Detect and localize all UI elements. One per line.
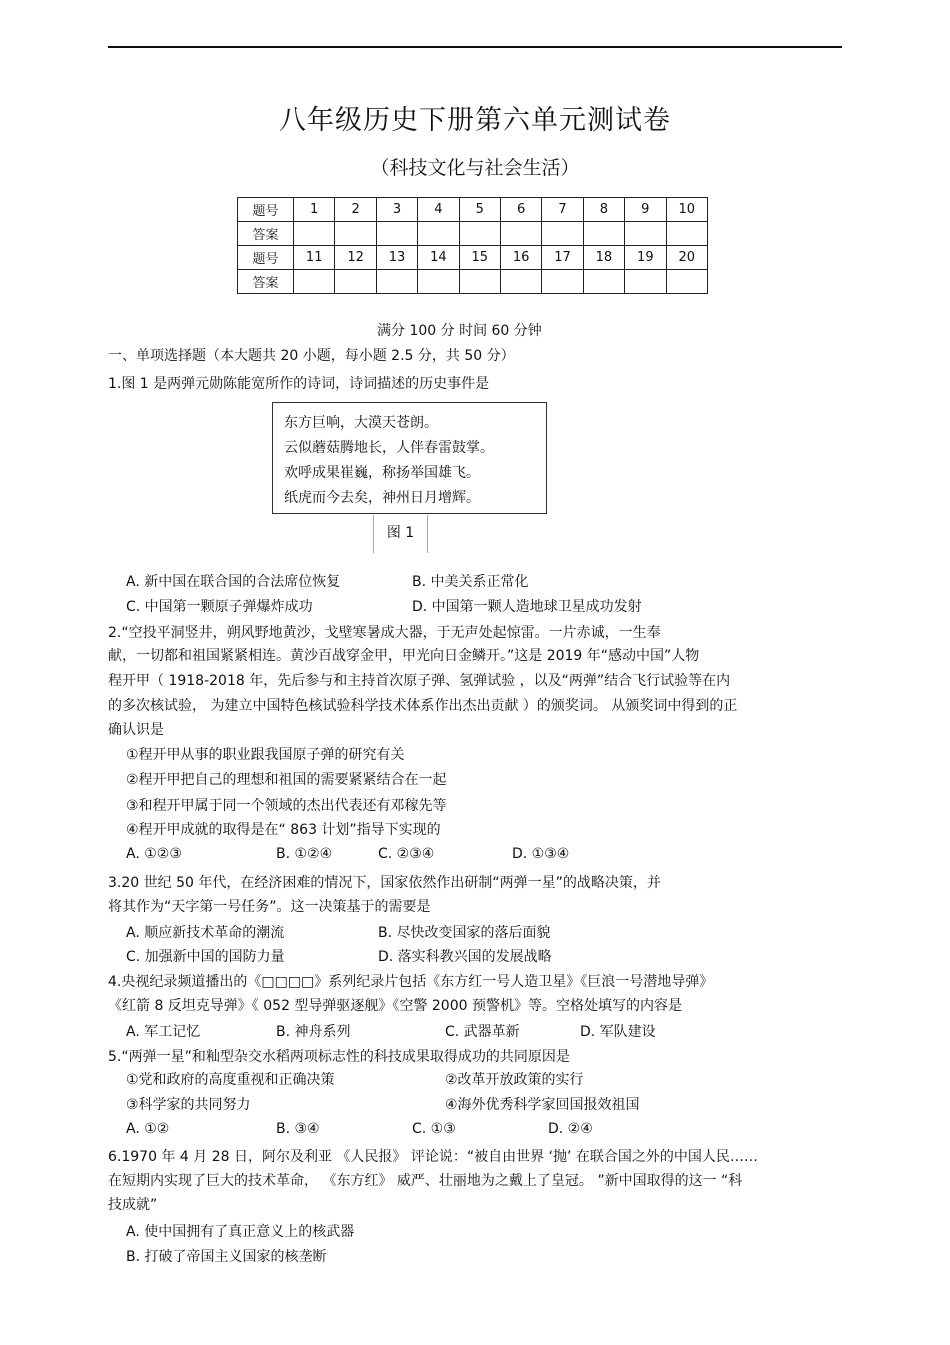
option-a[interactable]: A. 使中国拥有了真正意义上的核武器 (126, 1224, 355, 1240)
statement-item: ③和程开甲属于同一个领域的杰出代表还有邓稼先等 (126, 798, 447, 814)
page-subtitle: （科技文化与社会生活） (370, 157, 580, 179)
question-line: 的多次核试验， 为建立中国特色核试验科学技术体系作出杰出贡献 ）的颁奖词。 从颁奖词中得到的正 (108, 698, 738, 714)
table-cell: 9 (625, 198, 666, 222)
table-cell: 18 (583, 246, 624, 270)
exam-info: 满分 100 分 时间 60 分钟 (377, 323, 542, 339)
table-row (238, 222, 708, 246)
option-c[interactable]: C. 加强新中国的国防力量 (126, 949, 285, 965)
answer-table (237, 197, 708, 294)
table-cell: 1 (294, 198, 335, 222)
question-line: 3.20 世纪 50 年代，在经济困难的情况下，国家依然作出研制“两弹一星”的战略决策，并 (108, 875, 661, 891)
answer-cell[interactable] (376, 270, 417, 294)
table-cell: 3 (376, 198, 417, 222)
header-rule (108, 46, 842, 48)
figure-label: 图 1 (373, 515, 428, 553)
table-cell: 17 (542, 246, 583, 270)
answer-cell[interactable] (625, 222, 666, 246)
table-cell: 14 (418, 246, 459, 270)
answer-cell[interactable] (542, 222, 583, 246)
answer-cell[interactable] (542, 270, 583, 294)
question-stem: 1.图 1 是两弹元勋陈能宽所作的诗词，诗词描述的历史事件是 (108, 376, 490, 392)
table-cell: 答案 (238, 222, 294, 246)
option-a[interactable]: A. 顺应新技术革命的潮流 (126, 925, 285, 941)
statement-item: ②改革开放政策的实行 (445, 1072, 584, 1088)
question-line: 6.1970 年 4 月 28 日，阿尔及利亚 《人民报》 评论说：“被自由世界 ‘抛’ 在联合国之外的中国人民…… (108, 1149, 758, 1165)
table-row (238, 198, 708, 222)
table-cell: 10 (666, 198, 707, 222)
table-cell: 19 (625, 246, 666, 270)
table-cell: 4 (418, 198, 459, 222)
statement-item: ④程开甲成就的取得是在“ 863 计划”指导下实现的 (126, 822, 441, 838)
table-cell: 8 (583, 198, 624, 222)
option-b[interactable]: B. 神舟系列 (276, 1024, 351, 1040)
table-cell: 15 (459, 246, 500, 270)
poem-line: 东方巨响，大漠天苍朗。 (284, 415, 438, 431)
option-a[interactable]: A. ①② (126, 1121, 170, 1137)
statement-item: ④海外优秀科学家回国报效祖国 (445, 1097, 640, 1113)
answer-cell[interactable] (583, 270, 624, 294)
answer-cell[interactable] (500, 270, 541, 294)
option-d[interactable]: D. ①③④ (512, 846, 570, 862)
answer-cell[interactable] (418, 222, 459, 246)
table-cell: 题号 (238, 246, 294, 270)
option-d[interactable]: D. 军队建设 (580, 1024, 656, 1040)
table-cell: 答案 (238, 270, 294, 294)
table-row (238, 246, 708, 270)
option-c[interactable]: C. ①③ (412, 1121, 456, 1137)
option-d[interactable]: D. 落实科教兴国的发展战略 (378, 949, 552, 965)
table-cell: 12 (335, 246, 376, 270)
table-row (238, 270, 708, 294)
table-cell: 16 (500, 246, 541, 270)
question-line: 献，一切都和祖国紧紧相连。黄沙百战穿金甲，甲光向日金鳞开。”这是 2019 年“感动中国”人物 (108, 648, 700, 664)
poem-box (272, 402, 547, 514)
option-d[interactable]: D. ②④ (548, 1121, 593, 1137)
option-c[interactable]: C. ②③④ (378, 846, 435, 862)
answer-cell[interactable] (335, 270, 376, 294)
poem-line: 纸虎而今去矣，神州日月增辉。 (284, 490, 480, 506)
answer-cell[interactable] (335, 222, 376, 246)
table-cell: 题号 (238, 198, 294, 222)
option-b[interactable]: B. ③④ (276, 1121, 320, 1137)
option-a[interactable]: A. ①②③ (126, 846, 182, 862)
statement-item: ①党和政府的高度重视和正确决策 (126, 1072, 335, 1088)
poem-line: 云似蘑菇腾地长，人伴春雷鼓掌。 (284, 440, 494, 456)
question-line: 2.“空投平洞竖井，朔风野地黄沙，戈壁寒暑成大器，于无声处起惊雷。一片赤诚，一生奉 (108, 625, 661, 641)
answer-cell[interactable] (294, 222, 335, 246)
table-cell: 6 (500, 198, 541, 222)
table-cell: 7 (542, 198, 583, 222)
question-line: 确认识是 (108, 722, 164, 738)
answer-cell[interactable] (418, 270, 459, 294)
question-line: 技成就” (108, 1197, 158, 1213)
answer-cell[interactable] (666, 222, 707, 246)
option-b[interactable]: B. 尽快改变国家的落后面貌 (378, 925, 551, 941)
answer-cell[interactable] (376, 222, 417, 246)
table-cell: 2 (335, 198, 376, 222)
option-d[interactable]: D. 中国第一颗人造地球卫星成功发射 (412, 599, 642, 615)
question-line: 在短期内实现了巨大的技术革命， 《东方红》 威严、壮丽地为之戴上了皇冠。 ”新中国取得的这一 “科 (108, 1173, 743, 1189)
table-cell: 11 (294, 246, 335, 270)
answer-cell[interactable] (294, 270, 335, 294)
option-a[interactable]: A. 新中国在联合国的合法席位恢复 (126, 574, 341, 590)
option-a[interactable]: A. 军工记忆 (126, 1024, 201, 1040)
statement-item: ①程开甲从事的职业跟我国原子弹的研究有关 (126, 747, 405, 763)
option-b[interactable]: B. 打破了帝国主义国家的核垄断 (126, 1249, 327, 1265)
question-stem: 5.“两弹一星”和籼型杂交水稻两项标志性的科技成果取得成功的共同原因是 (108, 1049, 570, 1065)
table-cell: 5 (459, 198, 500, 222)
option-b[interactable]: B. ①②④ (276, 846, 333, 862)
answer-cell[interactable] (500, 222, 541, 246)
answer-cell[interactable] (666, 270, 707, 294)
option-c[interactable]: C. 武器革新 (445, 1024, 520, 1040)
table-cell: 13 (376, 246, 417, 270)
question-line: 4.央视纪录频道播出的《□□□□》系列纪录片包括《东方红一号人造卫星》《巨浪一号潜地导弹》 (108, 974, 714, 990)
answer-cell[interactable] (625, 270, 666, 294)
statement-item: ②程开甲把自己的理想和祖国的需要紧紧结合在一起 (126, 772, 447, 788)
option-b[interactable]: B. 中美关系正常化 (412, 574, 529, 590)
answer-cell[interactable] (459, 270, 500, 294)
answer-cell[interactable] (583, 222, 624, 246)
question-line: 《红箭 8 反坦克导弹》《 052 型导弹驱逐舰》《空警 2000 预警机》等。空格处填写的内容是 (108, 998, 682, 1014)
question-line: 程开甲（ 1918-2018 年，先后参与和主持首次原子弹、氢弹试验 ，以及“两弹”结合飞行试验等在内 (108, 673, 731, 689)
poem-line: 欢呼成果崔巍，称扬举国雄飞。 (284, 465, 480, 481)
page-title: 八年级历史下册第六单元测试卷 (279, 105, 671, 136)
option-c[interactable]: C. 中国第一颗原子弹爆炸成功 (126, 599, 313, 615)
table-cell: 20 (666, 246, 707, 270)
statement-item: ③科学家的共同努力 (126, 1097, 251, 1113)
section-heading: 一、单项选择题（本大题共 20 小题，每小题 2.5 分，共 50 分） (108, 348, 515, 364)
answer-cell[interactable] (459, 222, 500, 246)
question-line: 将其作为“天字第一号任务”。这一决策基于的需要是 (108, 899, 431, 915)
